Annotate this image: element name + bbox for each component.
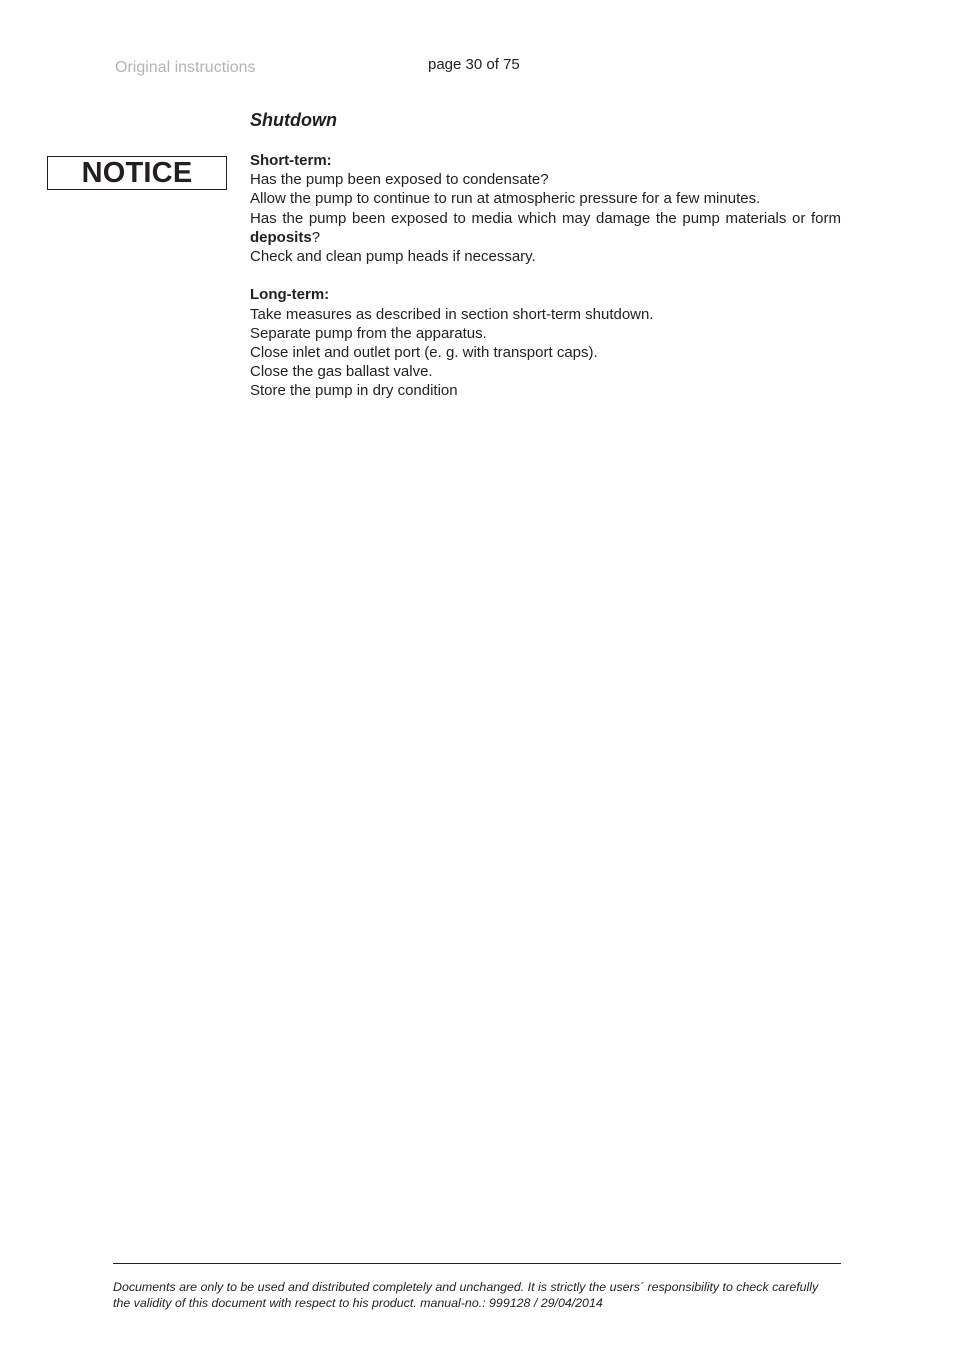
short-term-line-run: Allow the pump to continue to run at atmospheric pressure for a few minutes. bbox=[250, 190, 761, 208]
long-term-item: Store the pump in dry condition bbox=[250, 382, 458, 400]
footer-divider bbox=[113, 1263, 841, 1264]
footer-line-2: the validity of this document with respect to his product. manual-no.: 999128 / 29/04/2014 bbox=[113, 1296, 603, 1310]
notice-label: NOTICE bbox=[47, 156, 227, 190]
media-text: Has the pump been exposed to media which may damage the pump materials or form bbox=[250, 209, 841, 227]
long-term-item: Close inlet and outlet port (e. g. with transport caps). bbox=[250, 344, 598, 362]
short-term-line-media bbox=[250, 209, 841, 247]
long-term-item: Close the gas ballast valve. bbox=[250, 363, 433, 381]
media-question-mark: ? bbox=[311, 228, 321, 246]
shutdown-content bbox=[250, 151, 841, 401]
short-term-heading: Short-term: bbox=[250, 152, 332, 169]
paragraph-gap bbox=[250, 266, 841, 285]
long-term-heading: Long-term: bbox=[250, 286, 330, 304]
deposits-bold: deposits bbox=[250, 228, 312, 246]
long-term-item: Separate pump from the apparatus. bbox=[250, 324, 487, 342]
long-term-item: Take measures as described in section short-term shutdown. bbox=[250, 305, 654, 323]
short-term-line-condensate: Has the pump been exposed to condensate? bbox=[250, 171, 549, 189]
header-page-number: page 30 of 75 bbox=[428, 56, 520, 73]
short-term-line-check: Check and clean pump heads if necessary. bbox=[250, 248, 536, 266]
footer-line-1: Documents are only to be used and distributed completely and unchanged. It is strictly the users´ responsibility to check carefully bbox=[113, 1280, 819, 1294]
header-original-instructions: Original instructions bbox=[115, 59, 256, 76]
footer-disclaimer bbox=[113, 1279, 848, 1311]
section-title: Shutdown bbox=[250, 110, 337, 130]
